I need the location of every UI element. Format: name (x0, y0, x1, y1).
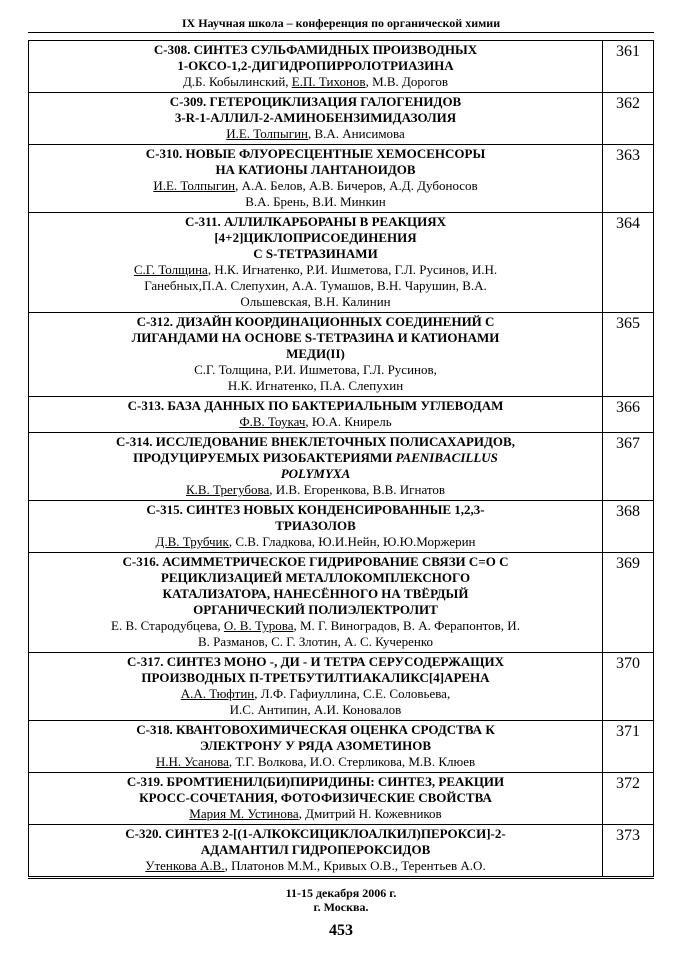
toc-row (29, 313, 654, 397)
entry-authors-line (33, 378, 598, 394)
entry-title-line: КАТАЛИЗАТОРА, НАНЕСЁННОГО НА ТВЁРДЫЙ (162, 586, 469, 601)
toc-entry (29, 773, 603, 825)
toc-entry (29, 433, 603, 501)
entry-title-line: НА КАТИОНЫ ЛАНТАНОИДОВ (215, 162, 416, 177)
footer-dates: 11-15 декабря 2006 г. (285, 886, 397, 900)
toc-entry (29, 41, 603, 93)
entry-page-number: 372 (603, 773, 654, 825)
entry-authors-line (33, 194, 598, 210)
entry-title-line: ПРОИЗВОДНЫХ П-ТРЕТБУТИЛТИАКАЛИКС[4]АРЕНА (141, 670, 490, 685)
entry-authors-line (33, 702, 598, 718)
entry-authors-line (33, 178, 598, 194)
author-text: И.С. Антипин, А.И. Коновалов (229, 702, 402, 717)
toc-row (29, 397, 654, 433)
toc-row (29, 41, 654, 93)
author-text: Ольшевская, В.Н. Калинин (240, 294, 391, 309)
entry-title-line: АДАМАНТИЛ ГИДРОПЕРОКСИДОВ (200, 842, 431, 857)
author-text: , Дмитрий Н. Кожевников (298, 806, 442, 821)
contents-table (28, 40, 654, 877)
entry-page-number: 364 (603, 213, 654, 313)
entry-title-line: КРОСС-СОЧЕТАНИЯ, ФОТОФИЗИЧЕСКИЕ СВОЙСТВА (139, 790, 492, 805)
entry-authors-line (33, 262, 598, 278)
entry-authors-line (33, 754, 598, 770)
entry-title-line: ТРИАЗОЛОВ (275, 518, 356, 533)
presenting-author: Е.П. Тихонов (291, 74, 366, 89)
author-text: , А.А. Белов, А.В. Бичеров, А.Д. Дубоносов (235, 178, 478, 193)
entry-title-line: С-310. НОВЫЕ ФЛУОРЕСЦЕНТНЫЕ ХЕМОСЕНСОРЫ (145, 146, 486, 161)
running-header: IX Научная школа – конференция по органической химии (181, 16, 501, 30)
entry-title-line: С S-ТЕТРАЗИНАМИ (253, 246, 378, 261)
toc-row (29, 553, 654, 653)
toc-entry (29, 653, 603, 721)
entry-authors-line (33, 534, 598, 550)
entry-title-line: 3-R-1-АЛЛИЛ-2-АМИНОБЕНЗИМИДАЗОЛИЯ (174, 110, 457, 125)
entry-authors-line (33, 74, 598, 90)
entry-page-number: 373 (603, 825, 654, 877)
author-text: , М.В. Дорогов (365, 74, 449, 89)
author-text: Н.К. Игнатенко, П.А. Слепухин (227, 378, 404, 393)
entry-authors-line (33, 686, 598, 702)
presenting-author: К.В. Трегубова (185, 482, 270, 497)
presenting-author: И.Е. Толпыгин (226, 126, 308, 141)
toc-entry (29, 145, 603, 213)
author-text: , Т.Г. Волкова, И.О. Стерликова, М.В. Клюев (228, 754, 476, 769)
presenting-author: Д.В. Трубчик (155, 534, 229, 549)
entry-title-line: [4+2]ЦИКЛОПРИСОЕДИНЕНИЯ (214, 230, 417, 245)
presenting-author: А.А. Тюфтин (180, 686, 255, 701)
toc-row (29, 433, 654, 501)
entry-title-italic: PAENIBACILLUS (395, 450, 498, 465)
entry-page-number: 371 (603, 721, 654, 773)
footer-rule (28, 878, 654, 879)
presenting-author: Ф.В. Тоукач (239, 414, 306, 429)
author-text: С.Г. Толщина, Р.И. Ишметова, Г.Л. Русинов, (194, 362, 437, 377)
author-text: В. Разманов, С. Г. Злотин, А. С. Кучеренко (197, 634, 434, 649)
author-text: , Платонов М.М., Кривых О.В., Терентьев А.О. (224, 858, 486, 873)
entry-title-line (33, 466, 598, 482)
footer-city: г. Москва. (313, 900, 369, 914)
toc-row (29, 721, 654, 773)
entry-page-number: 362 (603, 93, 654, 145)
footer (28, 886, 654, 914)
author-text: , Л.Ф. Гафиуллина, С.Е. Соловьева, (254, 686, 451, 701)
entry-title-line: ПРОДУЦИРУЕМЫХ РИЗОБАКТЕРИЯМИ PAENIBACILLUS (133, 450, 498, 465)
entry-page-number: 361 (603, 41, 654, 93)
page-number: 453 (329, 922, 353, 939)
entry-page-number: 365 (603, 313, 654, 397)
entry-page-number: 368 (603, 501, 654, 553)
toc-row (29, 825, 654, 877)
toc-row (29, 773, 654, 825)
toc-row (29, 213, 654, 313)
presenting-author: О. В. Турова (223, 618, 294, 633)
entry-title-line: С-316. АСИММЕТРИЧЕСКОЕ ГИДРИРОВАНИЕ СВЯЗИ С=О С (122, 554, 509, 569)
entry-title-line: С-317. СИНТЕЗ МОНО -, ДИ - И ТЕТРА СЕРУСОДЕРЖАЩИХ (127, 654, 504, 669)
author-text: , И.В. Егоренкова, В.В. Игнатов (269, 482, 446, 497)
entry-authors-line (33, 362, 598, 378)
entry-title-line: С-311. АЛЛИЛКАРБОРАНЫ В РЕАКЦИЯХ (184, 214, 447, 229)
toc-entry (29, 213, 603, 313)
toc-entry (29, 825, 603, 877)
entry-title-line: ЛИГАНДАМИ НА ОСНОВЕ S-ТЕТРАЗИНА И КАТИОНАМИ (131, 330, 500, 345)
entry-title-line: РЕЦИКЛИЗАЦИЕЙ МЕТАЛЛОКОМПЛЕКСНОГО (160, 570, 471, 585)
entry-title-line: 1-ОКСО-1,2-ДИГИДРОПИРРОЛОТРИАЗИНА (177, 58, 454, 73)
entry-authors-line (33, 294, 598, 310)
entry-title-line: С-308. СИНТЕЗ СУЛЬФАМИДНЫХ ПРОИЗВОДНЫХ (153, 42, 478, 57)
entry-title-line: С-318. КВАНТОВОХИМИЧЕСКАЯ ОЦЕНКА СРОДСТВА К (136, 722, 495, 737)
entry-title-line: С-314. ИССЛЕДОВАНИЕ ВНЕКЛЕТОЧНЫХ ПОЛИСАХАРИДОВ, (116, 434, 515, 449)
author-text: , М. Г. Виноградов, В. А. Ферапонтов, И. (293, 618, 520, 633)
toc-entry (29, 313, 603, 397)
entry-page-number: 366 (603, 397, 654, 433)
entry-title-line: С-320. СИНТЕЗ 2-[(1-АЛКОКСИЦИКЛОАЛКИЛ)ПЕРОКСИ]-2- (125, 826, 506, 841)
toc-entry (29, 93, 603, 145)
entry-page-number: 363 (603, 145, 654, 213)
author-text: , Ю.А. Книрель (305, 414, 392, 429)
entry-title-line: С-319. БРОМТИЕНИЛ(БИ)ПИРИДИНЫ: СИНТЕЗ, РЕАКЦИИ (126, 774, 505, 789)
entry-authors-line (33, 618, 598, 634)
entry-title-line: С-315. СИНТЕЗ НОВЫХ КОНДЕНСИРОВАННЫЕ 1,2,3- (146, 502, 485, 517)
presenting-author: И.Е. Толпыгин (153, 178, 236, 193)
entry-title-line: МЕДИ(II) (286, 346, 345, 361)
toc-entry (29, 721, 603, 773)
author-text: Ганебных,П.А. Слепухин, А.А. Тумашов, В.Н. Чарушин, В.А. (144, 278, 487, 293)
author-text: Д.Б. Кобылинский, (182, 74, 292, 89)
entry-authors-line (33, 278, 598, 294)
presenting-author: Утенкова А.В. (145, 858, 225, 873)
author-text: , Н.К. Игнатенко, Р.И. Ишметова, Г.Л. Русинов, И.Н. (207, 262, 498, 277)
entry-title-line: ОРГАНИЧЕСКИЙ ПОЛИЭЛЕКТРОЛИТ (193, 602, 438, 617)
entry-page-number: 370 (603, 653, 654, 721)
entry-authors-line (33, 482, 598, 498)
entry-authors-line (33, 126, 598, 142)
author-text: , В.А. Анисимова (307, 126, 405, 141)
entry-page-number: 367 (603, 433, 654, 501)
entry-authors-line (33, 858, 598, 874)
author-text: В.А. Брень, В.И. Минкин (245, 194, 386, 209)
toc-entry (29, 501, 603, 553)
entry-title-line: С-312. ДИЗАЙН КООРДИНАЦИОННЫХ СОЕДИНЕНИЙ С (136, 314, 495, 329)
entry-authors-line (33, 634, 598, 650)
entry-title-italic: POLYMYXA (280, 466, 351, 481)
author-text: , С.В. Гладкова, Ю.И.Нейн, Ю.Ю.Моржерин (228, 534, 476, 549)
author-text: Е. В. Стародубцева, (111, 618, 224, 633)
header-rule (28, 32, 654, 33)
entry-title-line: С-313. БАЗА ДАННЫХ ПО БАКТЕРИАЛЬНЫМ УГЛЕВОДАМ (127, 398, 504, 413)
presenting-author: С.Г. Толщина (133, 262, 208, 277)
toc-row (29, 653, 654, 721)
toc-entry (29, 397, 603, 433)
presenting-author: Мария М. Устинова (189, 806, 299, 821)
entry-title-line: С-309. ГЕТЕРОЦИКЛИЗАЦИЯ ГАЛОГЕНИДОВ (169, 94, 462, 109)
toc-row (29, 145, 654, 213)
presenting-author: Н.Н. Усанова (155, 754, 229, 769)
toc-row (29, 501, 654, 553)
entry-title-line: ЭЛЕКТРОНУ У РЯДА АЗОМЕТИНОВ (199, 738, 432, 753)
entry-authors-line (33, 414, 598, 430)
toc-row (29, 93, 654, 145)
entry-page-number: 369 (603, 553, 654, 653)
toc-entry (29, 553, 603, 653)
entry-authors-line (33, 806, 598, 822)
